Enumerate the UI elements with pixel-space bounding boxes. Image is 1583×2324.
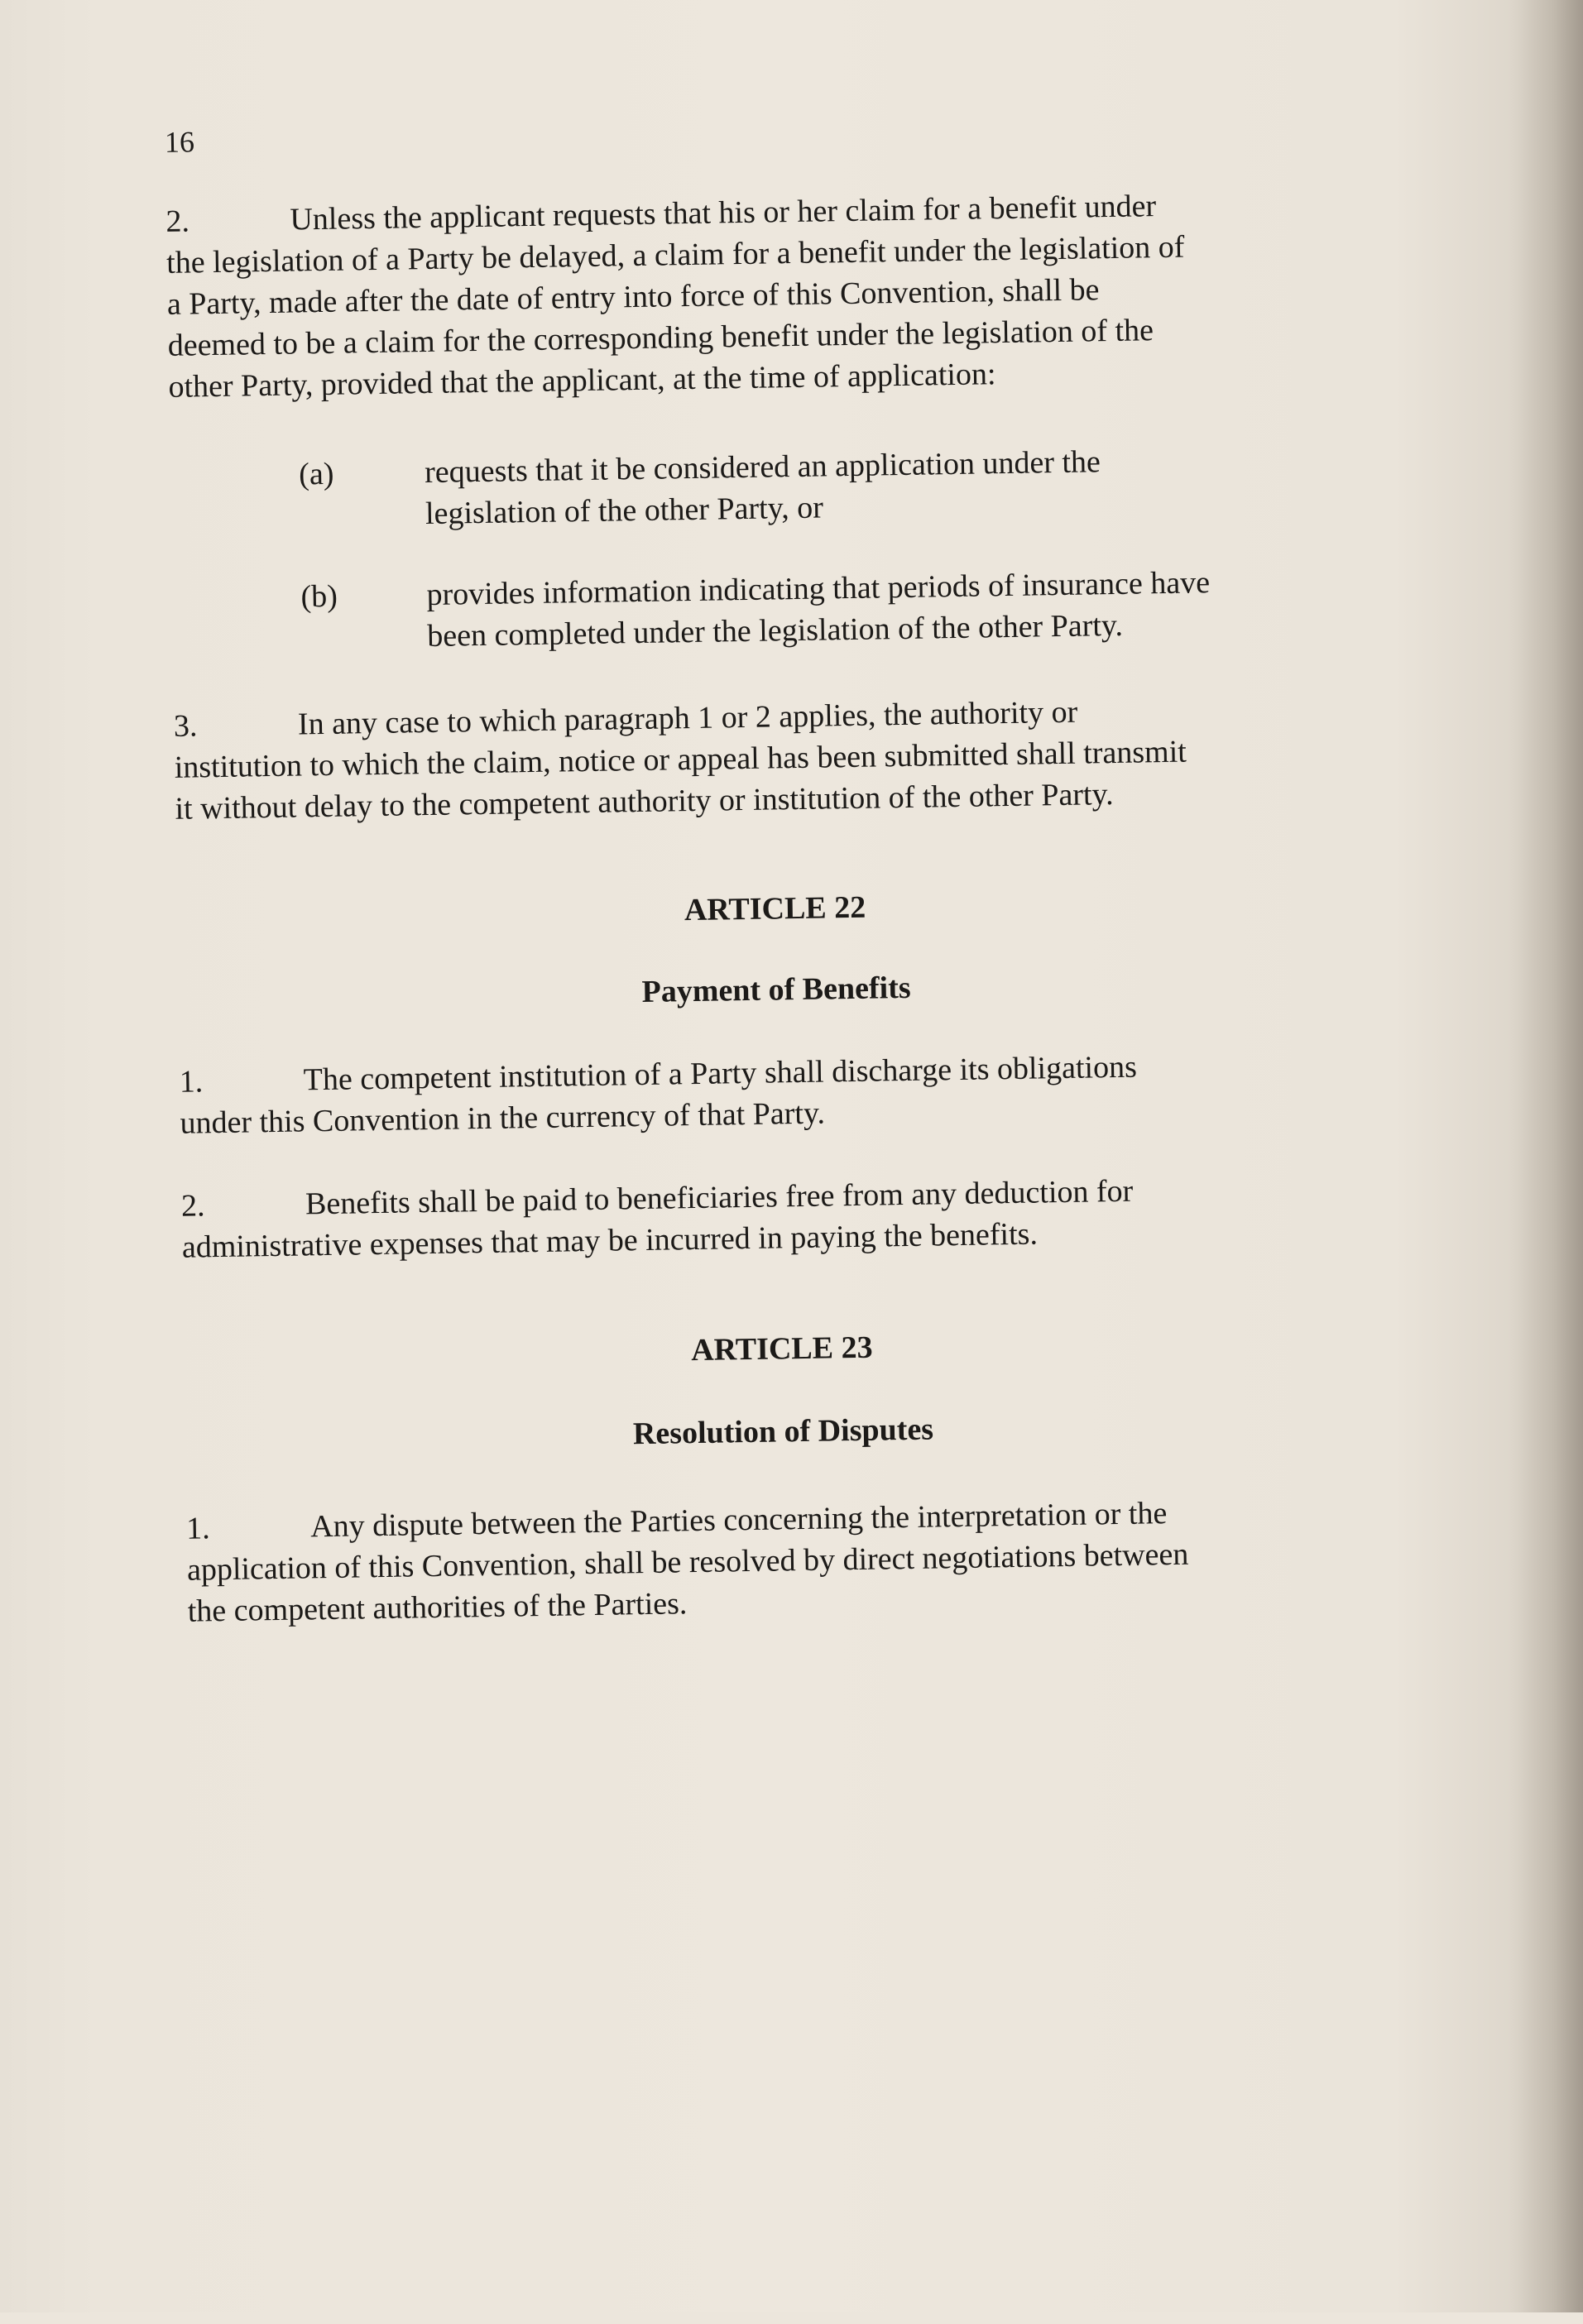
article-23-heading: ARTICLE 23: [690, 1330, 873, 1368]
paragraph-number: 2.: [180, 1188, 205, 1224]
paragraph-number: 3.: [173, 708, 198, 744]
paragraph-line: 2. Benefits shall be paid to beneficiaries free from any deduction for: [181, 1167, 1324, 1227]
article21-paragraph-2: [165, 183, 1311, 408]
article-22-title: Payment of Benefits: [641, 970, 911, 1009]
article21-paragraph-3: [174, 688, 1317, 830]
paragraph-line: application of this Convention, shall be resolved by direct negotiations between: [186, 1536, 1189, 1588]
article-23-title: Resolution of Disputes: [632, 1411, 934, 1452]
paragraph-line: 3. In any case to which paragraph 1 or 2 applies, the authority or: [174, 688, 1317, 747]
paragraph-line: deemed to be a claim for the corresponding benefit under the legislation of the: [167, 313, 1154, 363]
paragraph-number: 2.: [165, 204, 190, 239]
page-number: 16: [164, 125, 195, 159]
subparagraph-label: (a): [298, 456, 334, 492]
paragraph-line: under this Convention in the currency of that Party.: [180, 1095, 826, 1141]
paragraph-line: institution to which the claim, notice or appeal has been submitted shall transmit: [174, 734, 1187, 785]
paragraph-line: administrative expenses that may be incurred in paying the benefits.: [181, 1216, 1039, 1265]
paragraph-number: 1.: [185, 1511, 211, 1546]
paragraph-line: the legislation of a Party be delayed, a claim for a benefit under the legislation of: [165, 229, 1185, 280]
paragraph-line: other Party, provided that the applicant, at the time of application:: [168, 357, 996, 405]
article22-paragraph-1: [179, 1043, 1322, 1144]
article-22-heading: ARTICLE 22: [684, 889, 866, 928]
article23-paragraph-1: [186, 1490, 1330, 1632]
paragraph-line: 2. Unless the applicant requests that his or her claim for a benefit under: [165, 183, 1308, 242]
paragraph-line: 1. Any dispute between the Parties concerning the interpretation or the: [186, 1490, 1329, 1550]
paragraph-line: 1. The competent institution of a Party shall discharge its obligations: [179, 1043, 1322, 1103]
paragraph-line: a Party, made after the date of entry into force of this Convention, shall be: [166, 272, 1100, 322]
subparagraph-a: [298, 438, 1292, 532]
paragraph-number: 1.: [179, 1064, 204, 1100]
subparagraph-text: requests that it be considered an application under the legislation of the other Party, or: [424, 444, 1101, 532]
subparagraph-b: [300, 561, 1293, 654]
paragraph-line: the competent authorities of the Parties.: [187, 1586, 688, 1629]
article22-paragraph-2: [181, 1167, 1324, 1268]
paragraph-line: it without delay to the competent authority or institution of the other Party.: [175, 776, 1114, 827]
subparagraph-text: provides information indicating that periods of insurance have been completed under the legislation of the other Party.: [426, 565, 1211, 654]
subparagraph-label: (b): [300, 578, 338, 615]
